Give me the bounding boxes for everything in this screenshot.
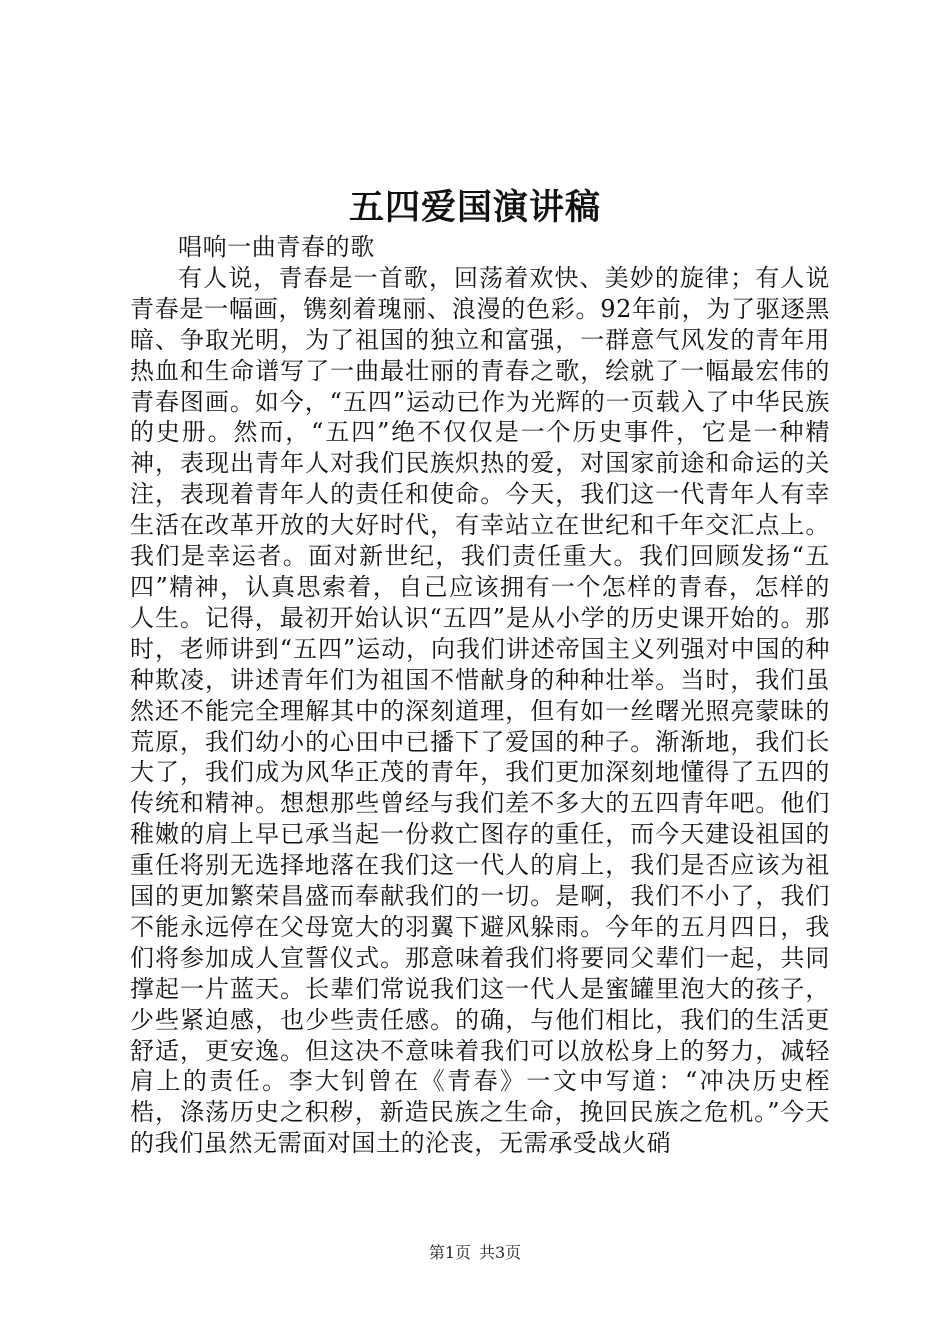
page-number: 第1页: [428, 1243, 471, 1262]
document-title: 五四爱国演讲稿: [348, 187, 601, 228]
document-body: [130, 232, 830, 1159]
document-subtitle: 唱响一曲青春的歌: [178, 233, 375, 261]
page-footer: [0, 1243, 950, 1263]
page-total: 共3页: [479, 1243, 522, 1262]
body-paragraph: 有人说，青春是一首歌，回荡着欢快、美妙的旋律；有人说青春是一幅画，镌刻着瑰丽、浪漫的色彩。92年前，为了驱逐黑暗、争取光明，为了祖国的独立和富强，一群意气风发的青年用热血和生命谱写了一曲最壮丽的青春之歌，绘就了一幅最宏伟的青春图画。如今，“五四”运动已作为光辉的一页载入了中华民族的史册。然而，“五四”绝不仅仅是一个历史事件，它是一种精神，表现出青年人对我们民族炽热的爱，对国家前途和命运的关注，表现着青年人的责任和使命。今天，我们这一代青年人有幸生活在改革开放的大好时代，有幸站立在世纪和千年交汇点上。我们是幸运者。面对新世纪，我们责任重大。我们回顾发扬“五四”精神，认真思索着，自己应该拥有一个怎样的青春，怎样的人生。记得，最初开始认识“五四”是从小学的历史课开始的。那时，老师讲到“五四”运动，向我们讲述帝国主义列强对中国的种种欺凌，讲述青年们为祖国不惜献身的种种壮举。当时，我们虽然还不能完全理解其中的深刻道理，但有如一丝曙光照亮蒙昧的荒原，我们幼小的心田中已播下了爱国的种子。渐渐地，我们长大了，我们成为风华正茂的青年，我们更加深刻地懂得了五四的传统和精神。想想那些曾经与我们差不多大的五四青年吧。他们稚嫩的肩上早已承当起一份救亡图存的重任，而今天建设祖国的重任将别无选择地落在我们这一代人的肩上，我们是否应该为祖国的更加繁荣昌盛而奉献我们的一切。是啊，我们不小了，我们不能永远停在父母宽大的羽翼下避风躲雨。今年的五月四日，我们将参加成人宣誓仪式。那意味着我们将要同父辈们一起，共同撑起一片蓝天。长辈们常说我们这一代人是蜜罐里泡大的孩子，少些紧迫感，也少些责任感。的确，与他们相比，我们的生活更舒适，更安逸。但这决不意味着我们可以放松身上的努力，减轻肩上的责任。李大钊曾在《青春》一文中写道：“冲决历史桎梏，涤荡历史之积秽，新造民族之生命，挽回民族之危机。”今天的我们虽然无需面对国土的沦丧，无需承受战火硝: [130, 263, 830, 1158]
